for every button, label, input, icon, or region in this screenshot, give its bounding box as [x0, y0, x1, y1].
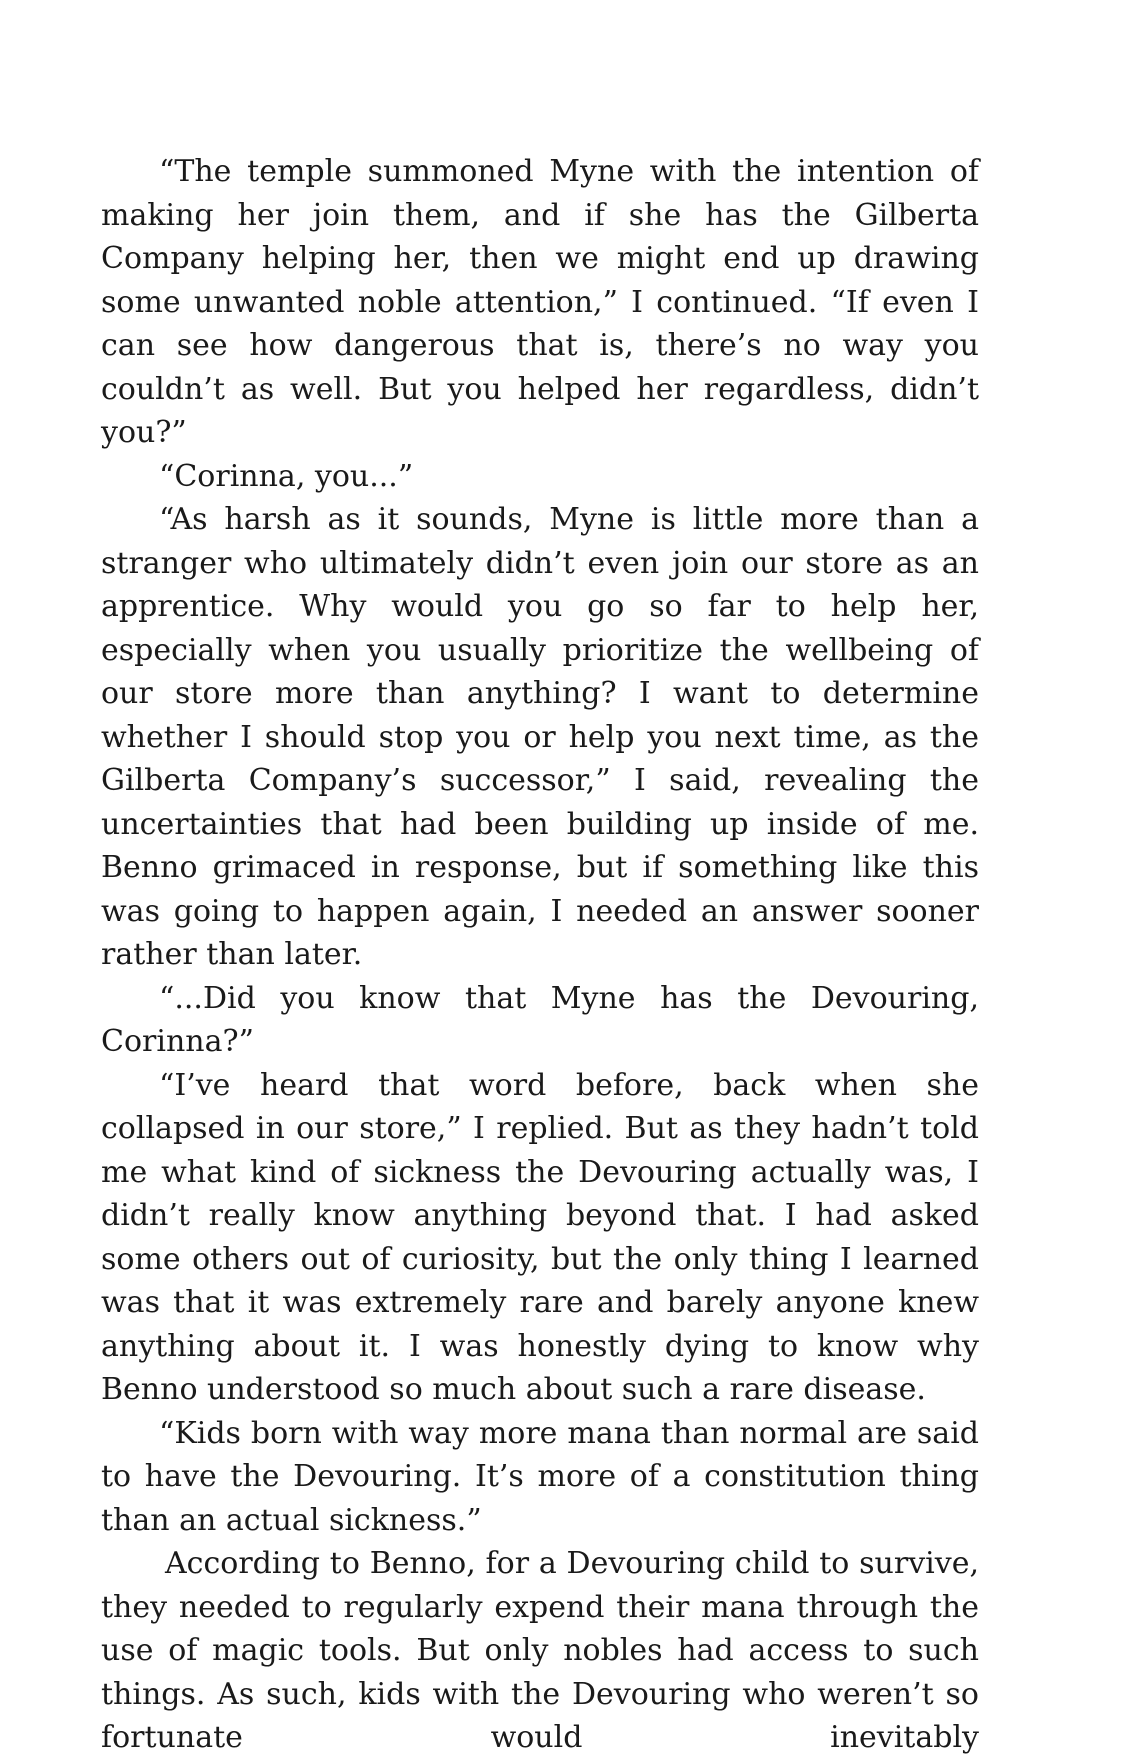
- paragraph-corinna-you: “Corinna, you...”: [159, 458, 414, 494]
- paragraph-did-you-know: “...Did you know that Myne has the Devouring, Corinna?”: [101, 980, 979, 1059]
- paragraph-according-to-benno: According to Benno, for a Devouring child to survive, they needed to regularly expend their mana through the use of magic tools. But only nobles had access to such things. As such, kids with the Devouring who weren’t so fortunate would inevitably: [101, 1546, 979, 1755]
- paragraph-temple-summoned: “The temple summoned Myne with the intention of making her join them, and if she has the Gilberta Company helping her, then we might end up drawing some unwanted noble attention,” I continued. “If even I can see how dangerous that is, there’s no way you couldn’t as well. But you helped her regardless, didn’t you?”: [101, 154, 979, 450]
- paragraph-kids-born: “Kids born with way more mana than normal are said to have the Devouring. It’s more of a constitution thing than an actual sickness.”: [101, 1415, 979, 1538]
- body-text: [101, 150, 979, 1760]
- paragraph-as-harsh: “As harsh as it sounds, Myne is little more than a stranger who ultimately didn’t even join our store as an apprentice. Why would you go so far to help her, especially when you usually prioritize the wellbeing of our store more than anything? I want to determine whether I should stop you or help you next time, as the Gilberta Company’s successor,” I said, revealing the uncertainties that had been building up inside of me. Benno grimaced in response, but if something like this was going to happen again, I needed an answer sooner rather than later.: [101, 502, 979, 972]
- paragraph-heard-that-word: “I’ve heard that word before, back when she collapsed in our store,” I replied. But as they hadn’t told me what kind of sickness the Devouring actually was, I didn’t really know anything beyond that. I had asked some others out of curiosity, but the only thing I learned was that it was extremely rare and barely anyone knew anything about it. I was honestly dying to know why Benno understood so much about such a rare disease.: [101, 1067, 979, 1407]
